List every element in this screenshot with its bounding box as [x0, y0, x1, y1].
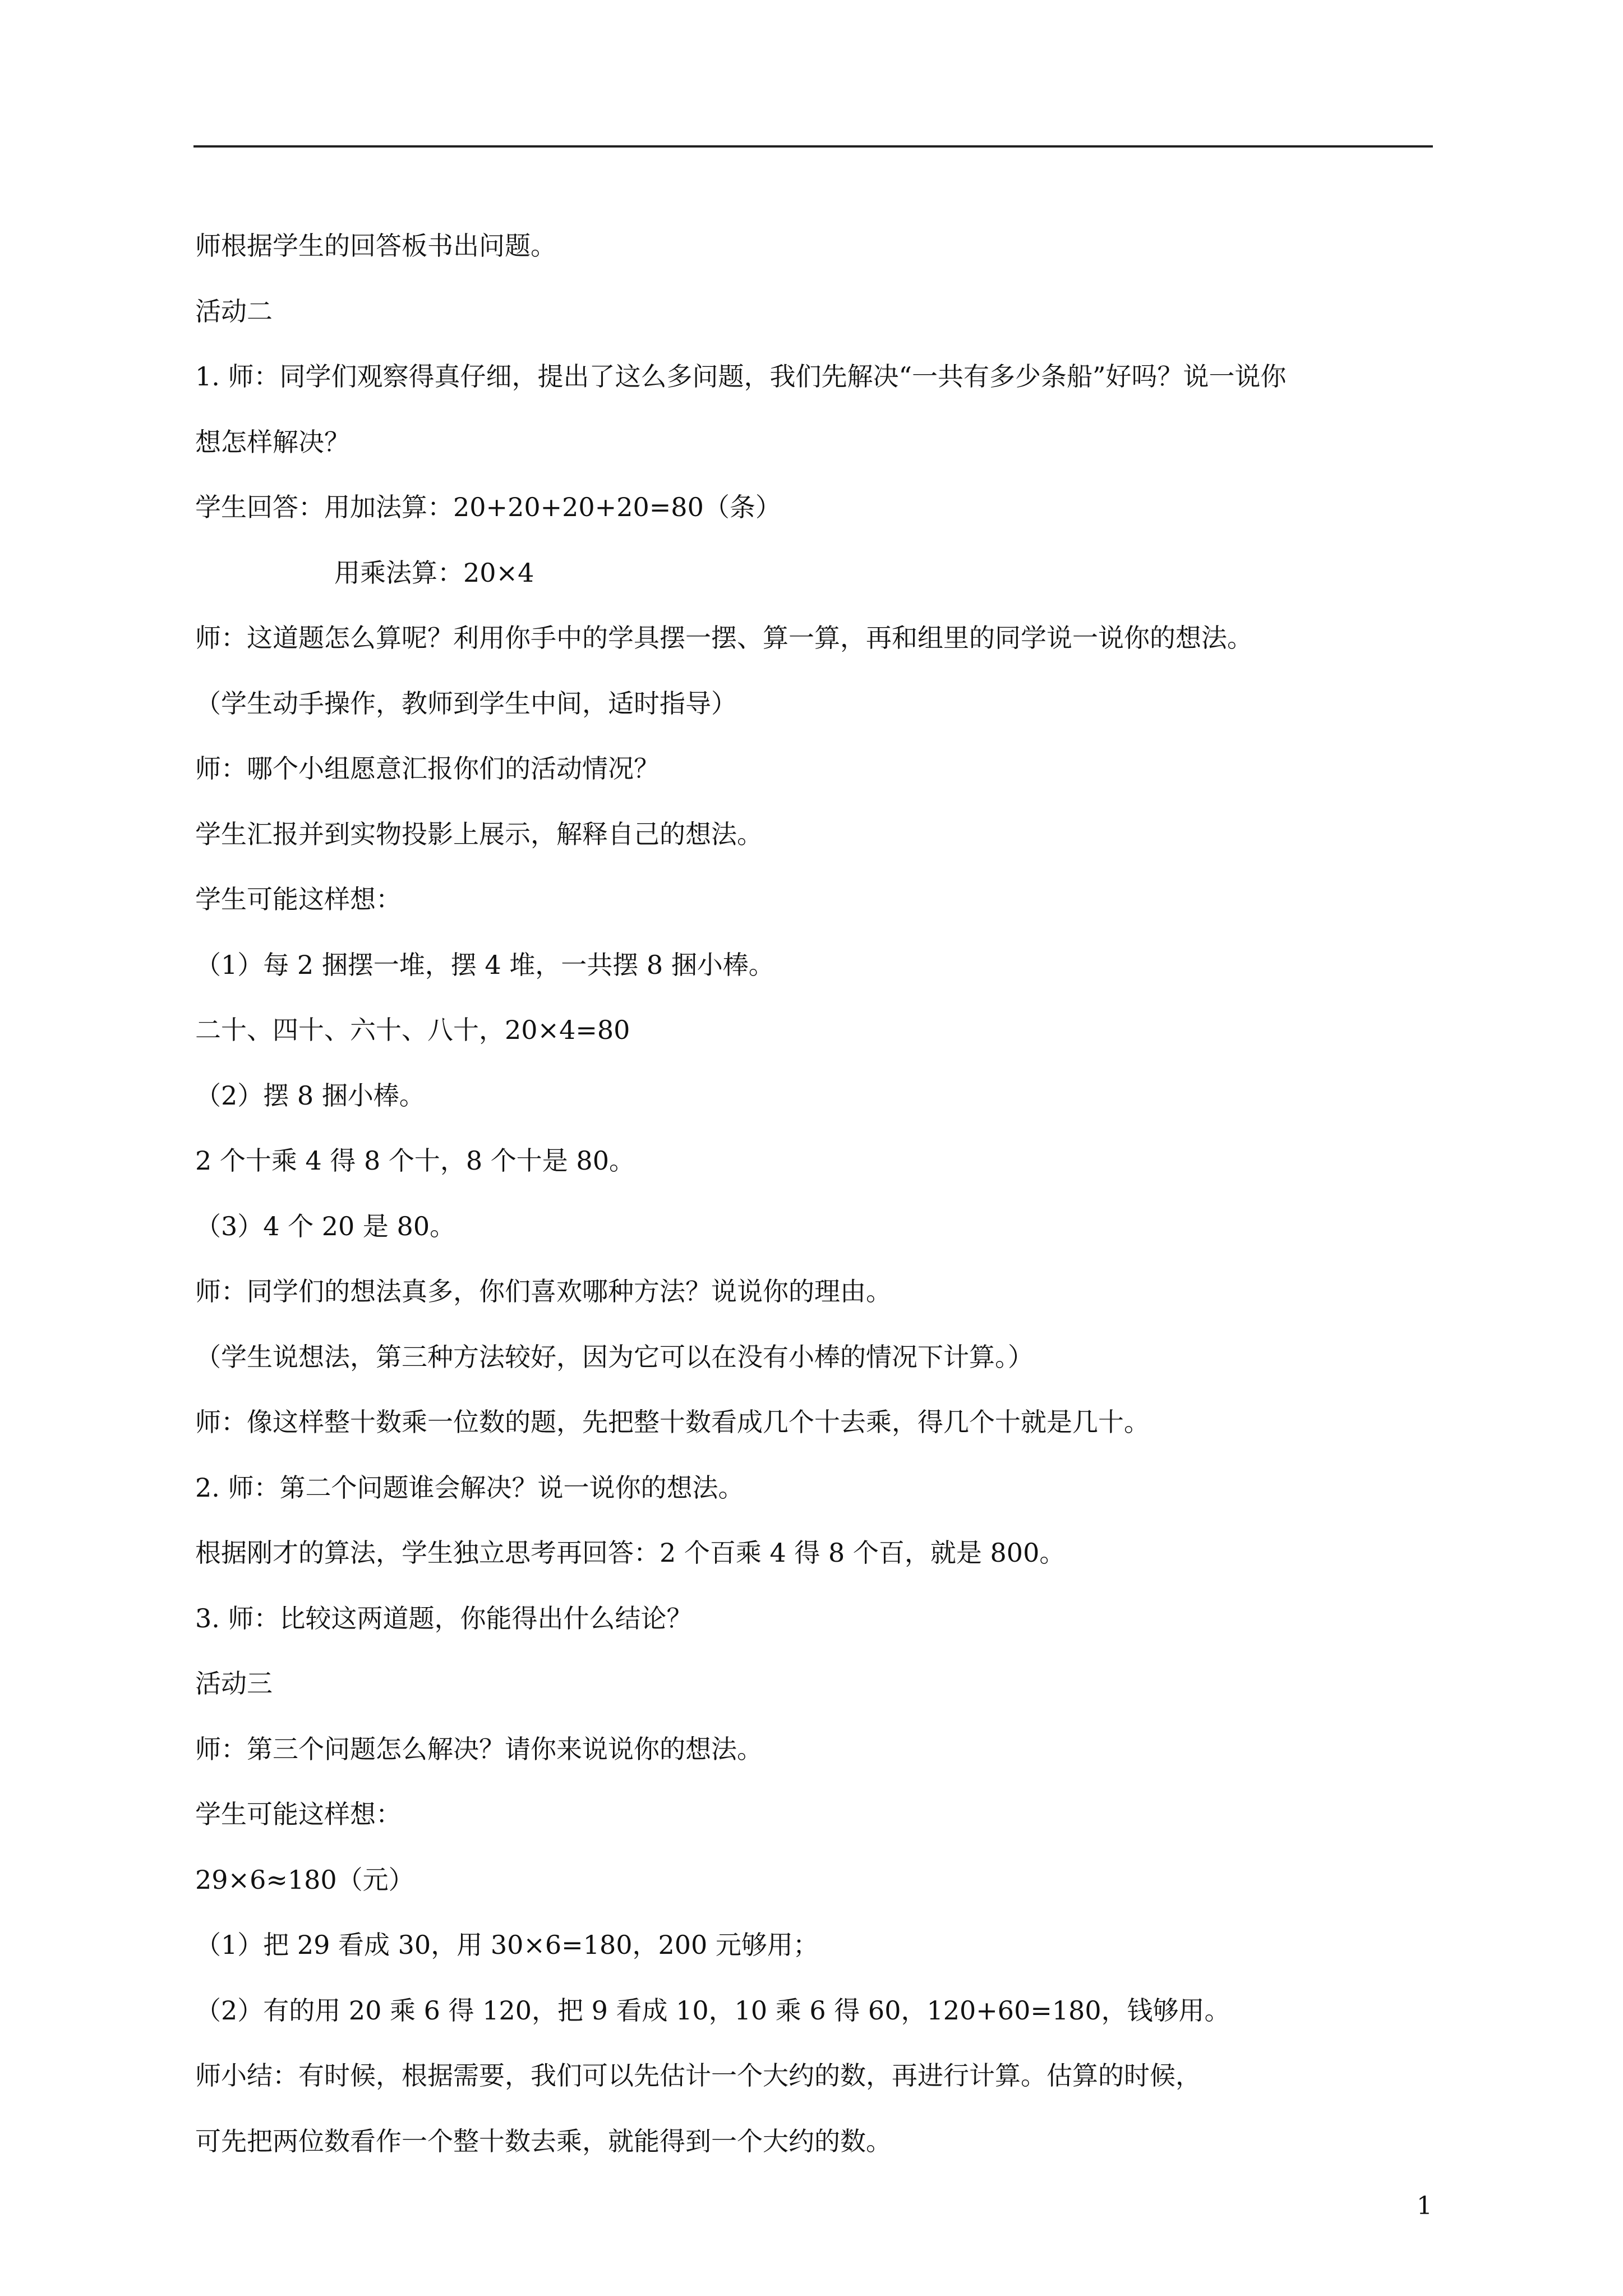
paragraph: 二十、四十、六十、八十，20×4=80	[195, 1015, 630, 1045]
paragraph: 师小结：有时候，根据需要，我们可以先估计一个大约的数，再进行计算。估算的时候，	[195, 2060, 1201, 2091]
paragraph: （1）每 2 捆摆一堆，摆 4 堆，一共摆 8 捆小棒。	[195, 949, 774, 980]
paragraph: （2）摆 8 捆小棒。	[195, 1080, 425, 1111]
paragraph: 2 个十乘 4 得 8 个十，8 个十是 80。	[195, 1145, 635, 1176]
page-number: 1	[1417, 2192, 1432, 2220]
paragraph: 学生汇报并到实物投影上展示，解释自己的想法。	[195, 818, 763, 849]
section-heading-activity-3: 活动三	[195, 1668, 273, 1699]
document-body	[195, 213, 1440, 2174]
paragraph: 根据刚才的算法，学生独立思考再回答：2 个百乘 4 得 8 个百，就是 800。	[195, 1538, 1066, 1568]
paragraph: 学生可能这样想：	[195, 1799, 402, 1829]
paragraph: （2）有的用 20 乘 6 得 120，把 9 看成 10，10 乘 6 得 60，120+60=180，钱够用。	[195, 1995, 1230, 2026]
section-heading-activity-2: 活动二	[195, 296, 273, 326]
paragraph: 29×6≈180（元）	[195, 1864, 414, 1895]
paragraph: 师：这道题怎么算呢？利用你手中的学具摆一摆、算一算，再和组里的同学说一说你的想法。	[195, 623, 1253, 653]
paragraph: 学生可能这样想：	[195, 884, 402, 914]
paragraph: 2. 师：第二个问题谁会解决？说一说你的想法。	[195, 1472, 744, 1503]
paragraph: 3. 师：比较这两道题，你能得出什么结论？	[195, 1603, 693, 1634]
paragraph: （学生说想法，第三种方法较好，因为它可以在没有小棒的情况下计算。）	[195, 1341, 1034, 1372]
paragraph: （学生动手操作，教师到学生中间，适时指导）	[195, 688, 737, 719]
paragraph-indented: 用乘法算：20×4	[334, 557, 534, 588]
paragraph: 师：像这样整十数乘一位数的题，先把整十数看成几个十去乘，得几个十就是几十。	[195, 1407, 1150, 1437]
paragraph: 可先把两位数看作一个整十数去乘，就能得到一个大约的数。	[195, 2125, 892, 2156]
header-rule	[193, 145, 1433, 148]
paragraph: 1. 师：同学们观察得真仔细，提出了这么多问题，我们先解决“一共有多少条船”好吗？说一说你	[195, 361, 1287, 392]
paragraph: 师：第三个问题怎么解决？请你来说说你的想法。	[195, 1733, 763, 1764]
paragraph: 想怎样解决？	[195, 426, 350, 457]
paragraph: 学生回答：用加法算：20+20+20+20=80（条）	[195, 492, 781, 522]
paragraph: （1）把 29 看成 30，用 30×6=180，200 元够用；	[195, 1930, 819, 1960]
paragraph: 师：同学们的想法真多，你们喜欢哪种方法？说说你的理由。	[195, 1276, 892, 1306]
paragraph: （3）4 个 20 是 80。	[195, 1211, 456, 1241]
paragraph-intro: 师根据学生的回答板书出问题。	[195, 231, 556, 261]
paragraph: 师：哪个小组愿意汇报你们的活动情况？	[195, 753, 660, 784]
